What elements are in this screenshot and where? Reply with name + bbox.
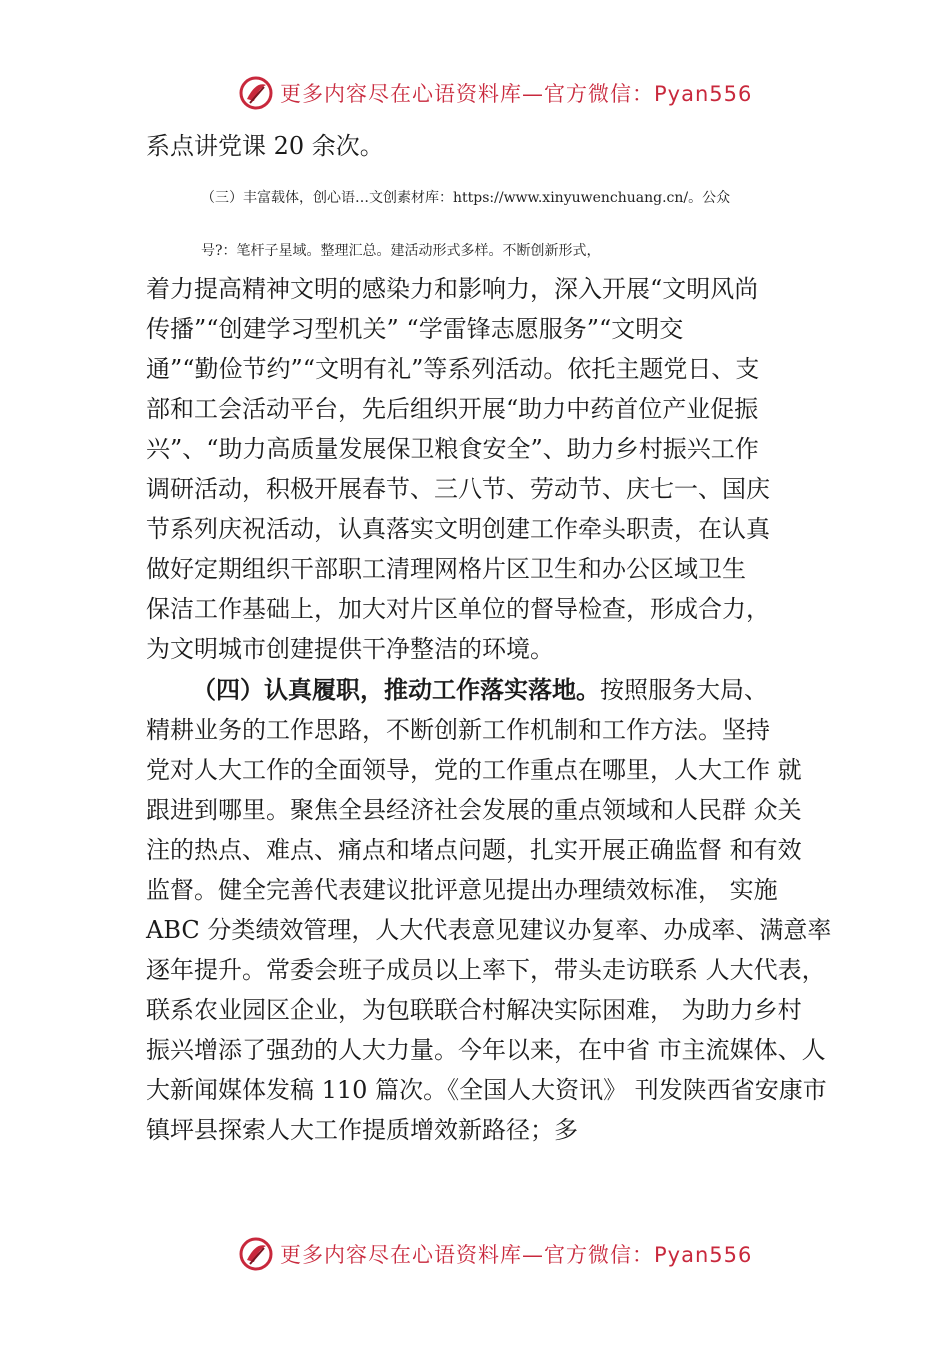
para4-first-rest: 按照服务大局、 [600,676,768,704]
para3-line: 保洁工作基础上，加大对片区单位的督导检查，形成合力， [146,595,770,623]
para4-line: 镇坪县探索人大工作提质增效新路径；多 [146,1116,578,1144]
para4-line: 监督。健全完善代表建议批评意见提出办理绩效标准， 实施 [146,876,778,904]
footer-banner-text: 更多内容尽在心语资料库—官方微信：Pyan556 [280,1243,753,1267]
para3-line: 部和工会活动平台，先后组织开展“助力中药首位产业促振 [146,395,759,423]
para4-line: 联系农业园区企业，为包联联合村解决实际困难， 为助力乡村 [146,996,802,1024]
para3-line: 通”“勤俭节约”“文明有礼”等系列活动。依托主题党日、支 [146,355,760,383]
para4-line: 注的热点、难点、痛点和堵点问题，扎实开展正确监督 和有效 [146,836,802,864]
para3-line: 为文明城市创建提供干净整洁的环境。 [146,635,554,663]
para4-line: 振兴增添了强劲的人大力量。今年以来，在中省 市主流媒体、人 [146,1036,826,1064]
para3-line: 做好定期组织干部职工清理网格片区卫生和办公区域卫生 [146,555,746,583]
para4-line: 逐年提升。常委会班子成员以上率下，带头走访联系 人大代表， [146,956,826,984]
logo-icon [238,75,274,111]
para4-line: 跟进到哪里。聚焦全县经济社会发展的重点领域和人民群 众关 [146,796,802,824]
para4-first-line [192,678,768,702]
header-banner-text: 更多内容尽在心语资料库—官方微信：Pyan556 [280,82,753,106]
footer-banner [238,1234,752,1274]
para3-line: 传播”“创建学习型机关” “学雷锋志愿服务”“文明交 [146,315,684,343]
para4-line: 精耕业务的工作思路，不断创新工作机制和工作方法。坚持 [146,716,770,744]
para3-line: 兴”、“助力高质量发展保卫粮食安全”、助力乡村振兴工作 [146,435,759,463]
top-line: 系点讲党课 20 余次。 [146,132,384,160]
watermark-line-2: 号?：笔杆子星域。整理汇总。建活动形式多样。不断创新形式， [201,243,601,259]
watermark-line-1: （三）丰富载体，创心语…文创素材库：https://www.xinyuwenchuang.cn/。公众 [201,190,731,206]
para3-line: 调研活动，积极开展春节、三八节、劳动节、庆七一、国庆 [146,475,770,503]
para4-line: 大新闻媒体发稿 110 篇次。《全国人大资讯》 刊发陕西省安康市 [146,1076,827,1104]
header-banner [238,73,752,113]
para4-heading: （四）认真履职，推动工作落实落地。 [192,676,600,704]
para4-line: ABC 分类绩效管理，人大代表意见建议办复率、办成率、满意率 [146,916,832,944]
para3-line: 着力提高精神文明的感染力和影响力，深入开展“文明风尚 [146,275,759,303]
para3-line: 节系列庆祝活动，认真落实文明创建工作牵头职责，在认真 [146,515,770,543]
logo-icon [238,1236,274,1272]
para4-line: 党对人大工作的全面领导，党的工作重点在哪里，人大工作 就 [146,756,802,784]
